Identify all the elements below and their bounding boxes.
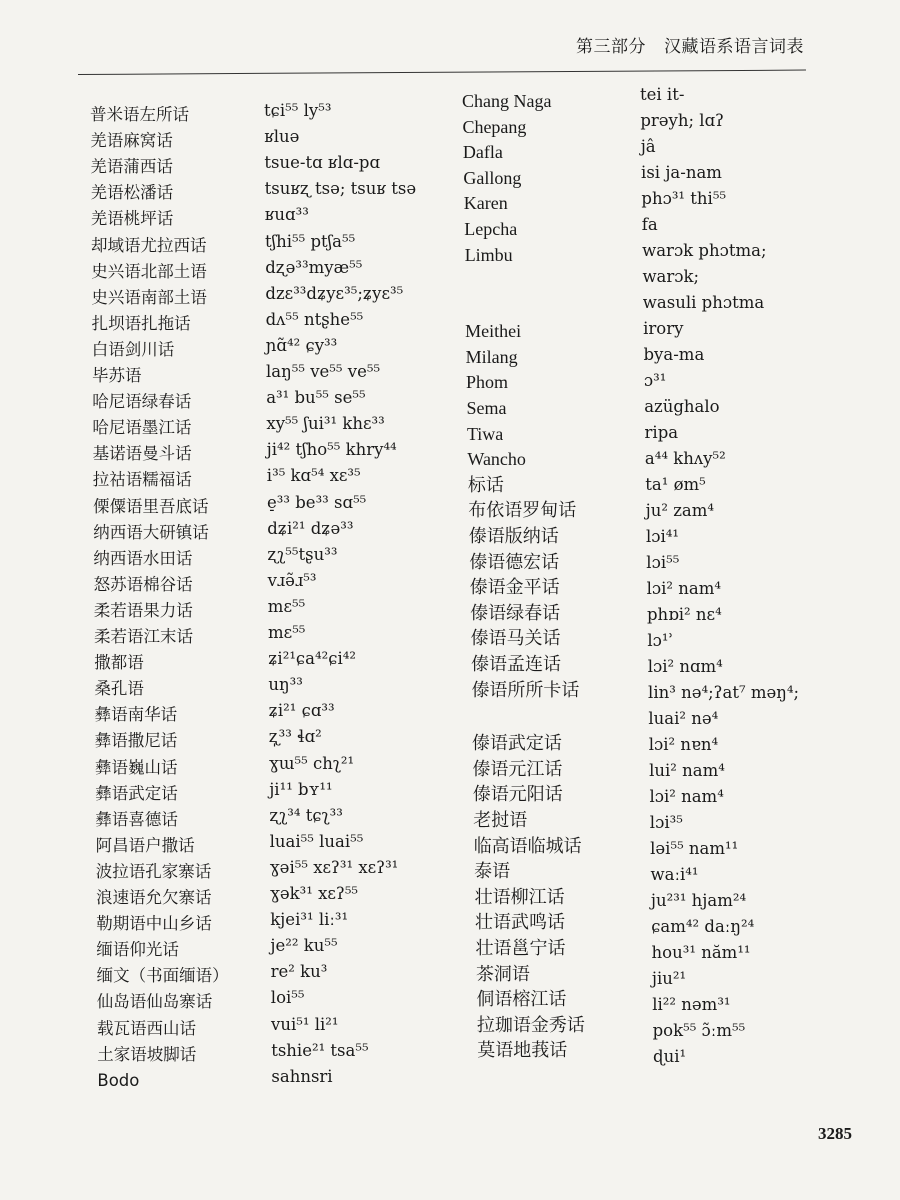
word-form: lui² nam⁴: [649, 761, 725, 780]
word-form: ʑi²¹ɕa⁴²ɕi⁴²: [268, 649, 356, 669]
word-form: ɲɑ̃⁴² ɕy³³: [265, 335, 338, 355]
word-form: sahnsri: [271, 1066, 333, 1086]
language-name: 史兴语南部土语: [91, 287, 207, 307]
word-form: vui⁵¹ li²¹: [271, 1014, 339, 1034]
language-name: 羌语桃坪话: [90, 209, 174, 229]
language-name: Karen: [463, 193, 508, 214]
word-form: ɖui¹: [652, 1047, 687, 1066]
word-form: dʌ⁵⁵ ntʂhe⁵⁵: [265, 309, 364, 329]
word-form: ɣək³¹ xɛʔ⁵⁵: [270, 884, 359, 903]
word-form: ripa: [644, 423, 679, 442]
word-form: lɔi² nɐn⁴: [648, 735, 719, 754]
language-name: 桑孔语: [94, 679, 144, 699]
language-name: 羌语松潘话: [90, 183, 174, 203]
language-name: Wancho: [467, 449, 526, 470]
word-form: lɔi⁵⁵: [646, 553, 680, 572]
word-form: lɔi² nam⁴: [646, 579, 722, 598]
language-name: 茶洞语: [475, 963, 530, 984]
word-form: ʁluə: [264, 127, 300, 147]
word-form: luai⁵⁵ luai⁵⁵: [269, 831, 364, 851]
language-name: 傣语马关话: [470, 628, 561, 649]
word-form: lɔi² nɑm⁴: [647, 657, 723, 676]
word-form: hou³¹ năm¹¹: [651, 943, 751, 962]
language-name: Tiwa: [466, 423, 504, 444]
word-form: tei it-: [640, 85, 685, 104]
language-name: 傣语版纳话: [468, 526, 559, 546]
word-form: luai² nə⁴: [648, 709, 719, 728]
language-name: 傣语孟连话: [471, 654, 561, 674]
language-name: 傣语武定话: [471, 733, 562, 754]
word-form: warɔk phɔtma;: [642, 241, 767, 260]
language-name: 史兴语北部土语: [91, 261, 207, 281]
language-name: 壮语柳江话: [474, 886, 565, 907]
language-name: 壮语武鸣话: [475, 912, 566, 933]
word-form: tʃhi⁵⁵ ptʃa⁵⁵: [265, 231, 356, 251]
word-form: azüghalo: [644, 397, 720, 416]
language-name: 哈尼语墨江话: [92, 418, 192, 438]
language-name: 彝语武定话: [95, 783, 178, 803]
word-form: ju²³¹ hjam²⁴: [650, 891, 747, 910]
language-name: 阿昌语户撒话: [95, 835, 195, 855]
word-form: fa: [641, 215, 658, 234]
language-name: 哈尼语绿春话: [92, 392, 192, 412]
word-form: ju² zam⁴: [645, 501, 714, 520]
word-form: pok⁵⁵ ɔ̃ːm⁵⁵: [652, 1021, 746, 1040]
word-form: laŋ⁵⁵ ve⁵⁵ ve⁵⁵: [266, 362, 381, 381]
language-name: 彝语南华话: [94, 705, 178, 725]
language-name: Meithei: [465, 321, 522, 342]
word-form: tsue-tɑ ʁlɑ-pɑ: [264, 153, 381, 173]
word-form: je²² ku⁵⁵: [270, 936, 338, 956]
word-form: dʐə³³myæ⁵⁵: [265, 257, 363, 277]
word-form: xy⁵⁵ ʃui³¹ khɛ³³: [266, 414, 385, 434]
word-form: i³⁵ kɑ⁵⁴ xɛ³⁵: [266, 466, 361, 486]
language-name: 羌语蒲西话: [90, 157, 173, 177]
language-name: 羌语麻窝话: [90, 131, 173, 151]
language-name: 莫语地莪话: [477, 1040, 568, 1061]
language-name: 白语剑川话: [91, 339, 175, 359]
language-name: 缅文（书面缅语）: [96, 966, 229, 986]
language-name: 傣语金平话: [469, 577, 560, 598]
language-name: Sema: [466, 398, 507, 418]
language-name: Chepang: [462, 116, 527, 137]
language-name: 侗语榕江话: [476, 989, 567, 1010]
language-name: 壮语邕宁话: [475, 938, 566, 958]
language-name: 撒都语: [94, 653, 144, 673]
word-form: loi⁵⁵: [270, 988, 305, 1008]
word-form: warɔk;: [642, 267, 700, 286]
language-name: 毕苏语: [92, 366, 142, 385]
language-name: 彝语巍山话: [95, 757, 178, 777]
word-form: dzɛ³³dʑyɛ³⁵;ʑyɛ³⁵: [265, 283, 404, 303]
page-number: 3285: [818, 1124, 852, 1143]
word-form: lɔi⁴¹: [645, 527, 679, 546]
language-name: 浪速语允欠寨话: [96, 888, 212, 907]
language-name: Phom: [466, 372, 509, 393]
word-form: lɔ¹ʾ: [647, 631, 674, 650]
language-name: 布依语罗甸话: [468, 500, 577, 521]
word-form: waːi⁴¹: [650, 865, 699, 884]
word-form: re² ku³: [270, 962, 328, 982]
word-form: phɒi² nɛ⁴: [647, 605, 722, 624]
word-form: ʁuɑ³³: [264, 205, 309, 225]
language-name: 傣语绿春话: [470, 602, 561, 623]
word-form: isi ja-nam: [641, 163, 722, 182]
word-form: tɕi⁵⁵ ly⁵³: [264, 101, 332, 120]
word-form: ɔ³¹: [643, 371, 667, 390]
language-name: 彝语喜德话: [95, 809, 178, 829]
header-rule: [78, 70, 806, 75]
word-form: irory: [643, 319, 684, 338]
language-name: Limbu: [464, 244, 513, 265]
language-name: Chang Naga: [462, 91, 552, 111]
word-form: mɛ⁵⁵: [268, 623, 306, 642]
word-form: lin³ nə⁴;ʔat⁷ məŋ⁴;: [648, 683, 800, 702]
header-section: 第三部分: [576, 37, 646, 57]
word-form: tshie²¹ tsa⁵⁵: [271, 1040, 369, 1060]
language-name: Lepcha: [464, 219, 518, 239]
word-form: lɔi² nam⁴: [649, 787, 724, 806]
language-name: 土家语坡脚话: [97, 1044, 197, 1064]
word-form: ʐʅ³⁴ tɕʅ³³: [269, 805, 343, 825]
language-name: Milang: [465, 346, 518, 367]
running-header: [0, 0, 900, 80]
language-name: 傣语元阳话: [472, 784, 563, 805]
language-name: 傣语所所卡话: [471, 679, 580, 700]
language-name: 傣语德宏话: [469, 551, 560, 572]
word-form: a⁴⁴ khʌy⁵²: [644, 449, 726, 468]
header-title: 汉藏语系语言词表: [664, 37, 804, 57]
word-form: ʐʅ⁵⁵tʂu³³: [267, 544, 338, 564]
word-form: ʑi²¹ ɕɑ³³: [268, 701, 335, 721]
language-name: 纳西语大研镇话: [93, 522, 209, 542]
word-form: tsuʁʐ tsə; tsuʁ tsə: [264, 179, 417, 199]
language-name: 彝语撒尼话: [94, 731, 178, 751]
word-form: mɛ⁵⁵: [267, 596, 306, 616]
language-name: 基诺语曼斗话: [92, 444, 192, 464]
language-name: 拉祜语糯福话: [92, 470, 192, 490]
language-name: 泰语: [474, 861, 511, 882]
word-form: a³¹ bu⁵⁵ se⁵⁵: [266, 388, 366, 408]
word-form: jiu²¹: [651, 969, 687, 988]
language-name: 缅语仰光话: [96, 940, 179, 960]
language-name: 柔若语果力话: [93, 600, 193, 620]
word-form: ji⁴² tʃho⁵⁵ khry⁴⁴: [266, 440, 397, 460]
word-form: li²² nəm³¹: [652, 995, 731, 1014]
language-name: 却域语尤拉西话: [91, 235, 207, 255]
word-form: phɔ³¹ thi⁵⁵: [641, 189, 727, 208]
language-name: 老挝语: [473, 810, 528, 830]
word-form: ɣəi⁵⁵ xɛʔ³¹ xɛʔ³¹: [269, 857, 399, 877]
word-form: ɣɯ⁵⁵ chʅ²¹: [269, 753, 355, 773]
language-name: 勒期语中山乡话: [96, 914, 212, 934]
language-name: 柔若语江末话: [94, 627, 193, 646]
word-form: lɔi³⁵: [649, 813, 683, 832]
language-name: 普米语左所话: [90, 105, 189, 124]
word-form: e̠³³ be³³ sɑ⁵⁵: [267, 492, 367, 512]
word-form: dʑi²¹ dʑə³³: [267, 518, 354, 538]
language-name: 纳西语水田话: [93, 548, 193, 568]
language-name: 傣语元江话: [472, 758, 563, 779]
language-name: 拉珈语金秀话: [476, 1014, 585, 1035]
word-form: kjei³¹ liː³¹: [270, 910, 349, 930]
language-name: 傈僳语里吾底话: [93, 496, 209, 516]
language-name: 怒苏语棉谷话: [93, 574, 193, 594]
word-form: prəyh; lɑʔ: [640, 111, 724, 130]
language-name: 扎坝语扎拖话: [91, 313, 191, 333]
word-form: uŋ³³: [268, 675, 303, 695]
word-form: ʐ̩³³ ɬɑ²: [268, 727, 322, 747]
word-form: vɹə̃ɹ⁵³: [267, 570, 317, 590]
word-form: ta¹ øm⁵: [645, 475, 706, 494]
word-form: ləi⁵⁵ nam¹¹: [650, 839, 739, 858]
word-form: ɕam⁴² daːŋ²⁴: [651, 917, 755, 936]
language-name: Bodo: [97, 1070, 140, 1090]
language-name: 仙岛语仙岛寨话: [96, 992, 213, 1012]
word-form: ji¹¹ bʏ¹¹: [269, 779, 333, 799]
language-name: 标话: [467, 474, 504, 495]
language-name: 波拉语孔家寨话: [95, 861, 212, 881]
language-name: Dafla: [462, 142, 503, 163]
word-form: jâ: [640, 137, 656, 156]
language-name: 载瓦语西山话: [97, 1018, 196, 1038]
language-name: 临高语临城话: [473, 835, 582, 856]
word-form: bya-ma: [643, 345, 705, 364]
language-name: Gallong: [463, 167, 522, 188]
word-form: wasuli phɔtma: [642, 293, 765, 312]
